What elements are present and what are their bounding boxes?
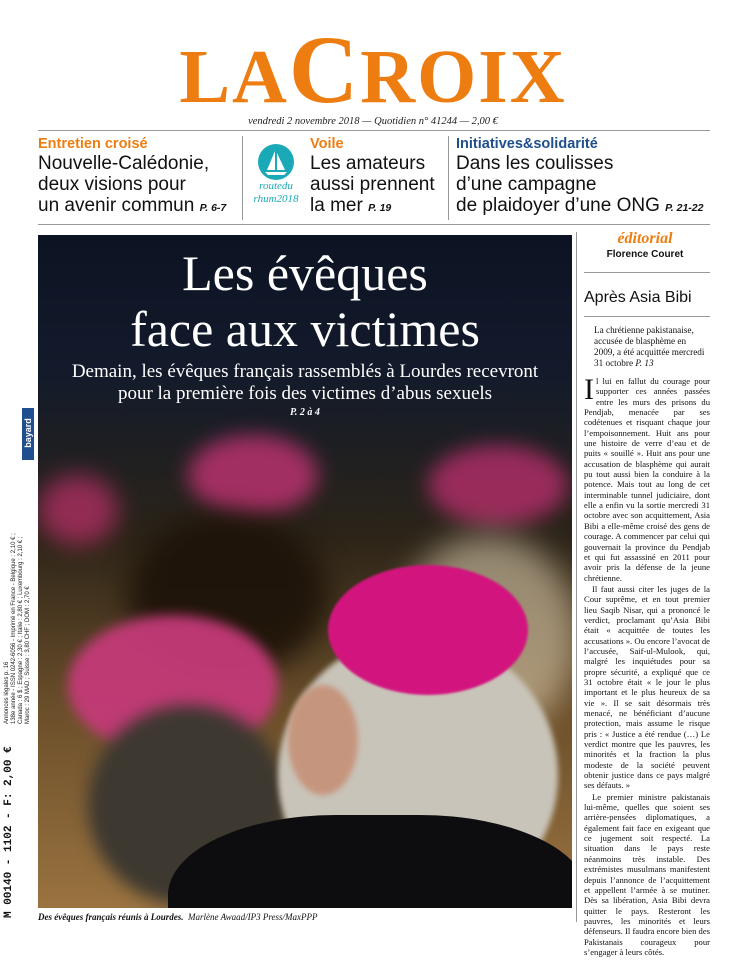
editorial-rule xyxy=(584,272,710,273)
teaser-headline: Nouvelle-Calédonie, deux visions pour un avenir commun P. 6-7 xyxy=(38,153,227,216)
teaser-headline: Dans les coulisses d’une campagne de plaidoyer d’une ONG P. 21-22 xyxy=(456,153,704,216)
teaser-divider xyxy=(242,136,243,220)
bayard-logo: bayard xyxy=(22,408,34,460)
teaser-entretien[interactable] xyxy=(38,136,238,219)
photo-blur xyxy=(188,435,318,515)
photo-blur xyxy=(428,445,568,525)
route-du-rhum-logo: routedu rhum2018 xyxy=(248,140,304,218)
teaser-page: P. 6-7 xyxy=(199,202,227,214)
teaser-kicker: Voile xyxy=(310,136,344,152)
editorial-divider xyxy=(576,232,577,922)
legal-notice-2: 138e année - ISSN 0242-6056 - Imprimé en France - Belgique : 2,10 € ; xyxy=(11,533,17,724)
editorial-label: éditorial xyxy=(617,230,673,247)
sailboat-icon xyxy=(258,144,294,180)
legal-notice-3: Canada : 6 $ ; Espagne : 2,30 € ; Italie : 2,80 € ; Luxembourg : 2,10 € ; xyxy=(18,536,24,724)
main-photo[interactable] xyxy=(38,235,572,908)
photo-caption: Des évêques français réunis à Lourdes. Marlène Awaad/IP3 Press/MaxPPP xyxy=(38,912,318,922)
teaser-page: P. 19 xyxy=(368,202,392,214)
legal-notice-4: Maroc : 29 MAD ; Suisse : 3,80 CHF ; DOM : 2,70 € xyxy=(25,586,31,724)
main-headline: Les évêques face aux victimes xyxy=(130,245,480,357)
photo-blur xyxy=(38,475,118,545)
zucchetto xyxy=(328,565,528,695)
teaser-page: P. 21-22 xyxy=(665,202,704,214)
main-page-ref: P. 2 à 4 xyxy=(290,407,320,418)
editorial-intro: La chrétienne pakistanaise, accusée de blasphème en 2009, a été acquittée mercredi 31 octobre P. 13 xyxy=(594,325,705,368)
teaser-kicker: Entretien croisé xyxy=(38,136,148,152)
photo-credit: Marlène Awaad/IP3 Press/MaxPPP xyxy=(188,912,318,922)
editorial-title: Après Asia Bibi xyxy=(584,289,692,306)
editorial-dropcap: I xyxy=(584,373,594,406)
main-subhead: Demain, les évêques français rassemblés à Lourdes recevront pour la première fois des victimes d’abus sexuels xyxy=(71,361,539,404)
barcode-number: M 00140 - 1102 - F: 2,00 € xyxy=(3,746,15,918)
editorial-author: Florence Couret xyxy=(606,249,684,260)
legal-notice-1: Annonces légales p. 16 xyxy=(4,661,10,724)
dateline: vendredi 2 novembre 2018 — Quotidien n° 41244 — 2,00 € xyxy=(248,116,498,127)
editorial-body: Il lui en fallut du courage pour supporter ces années passées entre les murs des prisons du Pendjab, menacée par ses codétenues et risquant chaque jour l’empoisonnement. Huit ans pour une histoire de verre d’eau et de puits « souillé ». Huit ans pour une accusation de blasphème qui aurait pu tout aussi bien la conduire à la potence. Mais tout au long de cet interminable tunnel judiciaire, dont elle a enfin vu la sortie mercredi 31 octobre avec son acquittement, Asia Bibi a elle-même croisé des gens de courage. A commencer par celui qui gouvernait la province du Pendjab et qui fut assassiné en 2011 pour avoir pris la défense de la jeune chrétienne. Il faut aussi citer les juges de la Cour suprême, et en tout premier lieu Saqib Nisar, qui a prononcé le verdict, proclamant qu’Asia Bibi était « acquittée de toutes les accusations ». Ou encore l’avocat de l’accusée, Saif-ul-Mulook, qui, malgré les inquiétudes pour sa propre sécurité, a expliqué que ce 31 octobre était « le jour le plus important et le plus heureux de sa vie ». Il se sait désormais très menacé, ne bénéficiant d’aucune protection, mais assume le risque pris : « Justice a été rendue (…) Le verdict montre que les pauvres, les minorités et la fraction la plus modeste de la société peuvent obtenir justice dans ce pays malgré ses défauts. » Le premier ministre pakistanais lui-même, quelles que soient ses arrière-pensées diplomatiques, a également fait face en exigeant que ce jugement soit respecté. La situation dans le pays reste néanmoins très instable. Des extrémistes musulmans manifestent depuis l’annonce de l’acquittement et appellent l’armée à se mutiner. Dès sa libération, Asia Bibi devra quitter le pays. Resteront les pauvres, les minorités et leurs défenseurs. Il faudra encore bien des Pakistanais courageux pour s’engager à leurs côtés. xyxy=(584,373,710,957)
teaser-initiatives[interactable] xyxy=(456,136,714,219)
teaser-bottom-rule xyxy=(38,224,710,225)
teaser-kicker: Initiatives&solidarité xyxy=(456,136,598,152)
teaser-headline: Les amateurs aussi prennent la mer P. 19 xyxy=(310,153,435,216)
teaser-divider xyxy=(448,136,449,220)
masthead-logo: LACROIX xyxy=(179,16,567,123)
editorial-rule xyxy=(584,316,710,317)
teaser-voile[interactable] xyxy=(310,136,450,219)
top-rule xyxy=(38,130,710,131)
bishop-ear xyxy=(288,685,358,795)
